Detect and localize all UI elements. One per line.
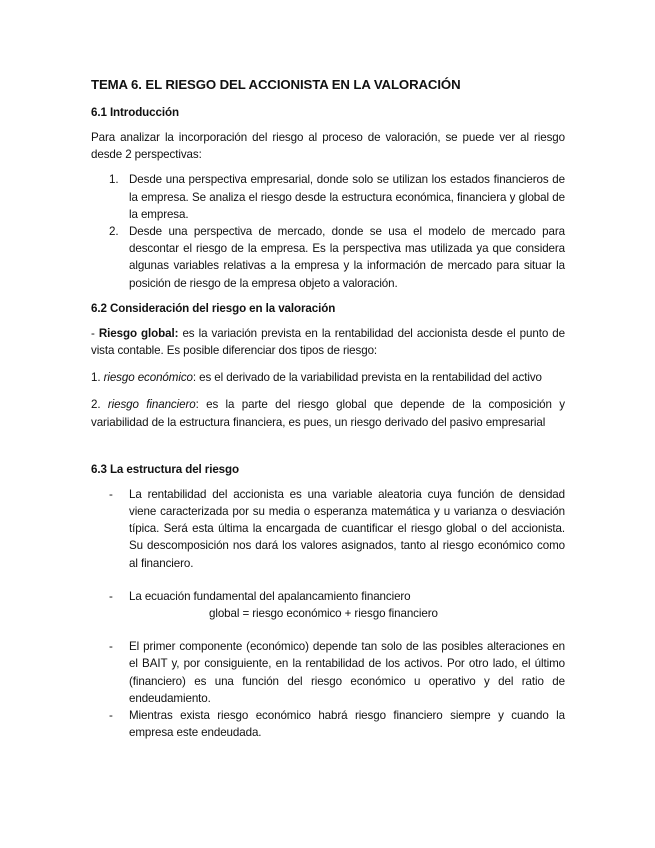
list-number: 2. [109, 225, 119, 239]
list-item [91, 707, 565, 741]
economic-risk-term: riesgo económico [103, 371, 193, 385]
list-item-text: Desde una perspectiva empresarial, donde solo se utilizan los estados financieros de la empresa. Se analiza el riesgo desde la estructura económica, financiera y global de la empresa. [129, 173, 565, 221]
item-number: 2. [91, 398, 108, 412]
list-item-text: Mientras exista riesgo económico habrá riesgo financiero siempre y cuando la empresa este endeudada. [129, 709, 565, 740]
list-number: 1. [109, 173, 119, 187]
list-item-text: La ecuación fundamental del apalancamiento financiero [129, 589, 411, 603]
economic-risk-text: : es el derivado de la variabilidad prevista en la rentabilidad del activo [192, 371, 542, 385]
document-content [91, 76, 565, 741]
section-heading-consideracion: 6.2 Consideración del riesgo en la valoración [91, 301, 336, 315]
list-item [91, 588, 565, 622]
financial-risk-term: riesgo financiero [107, 398, 196, 412]
dash-prefix: - [91, 326, 99, 340]
list-item-text: El primer componente (económico) depende tan solo de las posibles alteraciones en el BAIT y, por consiguiente, en la rentabilidad de los activos. Por otro lado, el último (financiero) es una función del riesgo económico u operativo y del ratio de endeudamiento. [129, 640, 565, 705]
dash-bullet: - [109, 640, 113, 654]
dash-bullet: - [109, 589, 113, 603]
intro-paragraph: Para analizar la incorporación del riesgo al proceso de valoración, se puede ver al riesgo desde 2 perspectivas: [91, 131, 565, 162]
section-heading-introduccion: 6.1 Introducción [91, 106, 179, 119]
list-item [91, 171, 565, 223]
global-risk-term: Riesgo global: [98, 326, 179, 340]
economic-risk-paragraph [91, 369, 565, 386]
perspectives-list [91, 171, 565, 291]
section-heading-estructura: 6.3 La estructura del riesgo [91, 462, 239, 476]
list-item-text: La rentabilidad del accionista es una variable aleatoria cuya función de densidad viene caracterizada por su media o esperanza matemática y u varianza o desviación típica. Será esta última la encargada de cuantificar el riesgo global o del accionista. Su descomposición nos dará los valores asignados, tanto al riesgo económico como al financiero. [129, 487, 565, 570]
list-item-text: Desde una perspectiva de mercado, donde se usa el modelo de mercado para descontar el riesgo de la empresa. Es la perspectiva mas utilizada ya que considera algunas variables relativas a la empresa y la información de mercado para situar la posición de riesgo de la empresa objeto a valoración. [129, 225, 565, 290]
global-risk-text: es la variación prevista en la rentabilidad del accionista desde el punto de vista contable. Es posible diferenciar dos tipos de riesgo: [91, 326, 565, 358]
dash-bullet: - [109, 709, 113, 723]
structure-list [91, 588, 565, 622]
list-item [91, 638, 565, 707]
global-risk-paragraph [91, 325, 565, 359]
page-title: TEMA 6. EL RIESGO DEL ACCIONISTA EN LA VALORACIÓN [91, 77, 461, 92]
financial-risk-paragraph [91, 396, 565, 430]
formula: global = riesgo económico + riesgo financiero [209, 607, 438, 621]
dash-bullet: - [109, 487, 113, 501]
list-item [91, 223, 565, 292]
structure-list [91, 486, 565, 572]
financial-risk-text: : es la parte del riesgo global que depende de la composición y variabilidad de la estructura financiera, es pues, un riesgo derivado del pasivo empresarial [91, 398, 565, 429]
item-number: 1. [91, 371, 104, 385]
structure-list [91, 638, 565, 741]
list-item [91, 486, 565, 572]
